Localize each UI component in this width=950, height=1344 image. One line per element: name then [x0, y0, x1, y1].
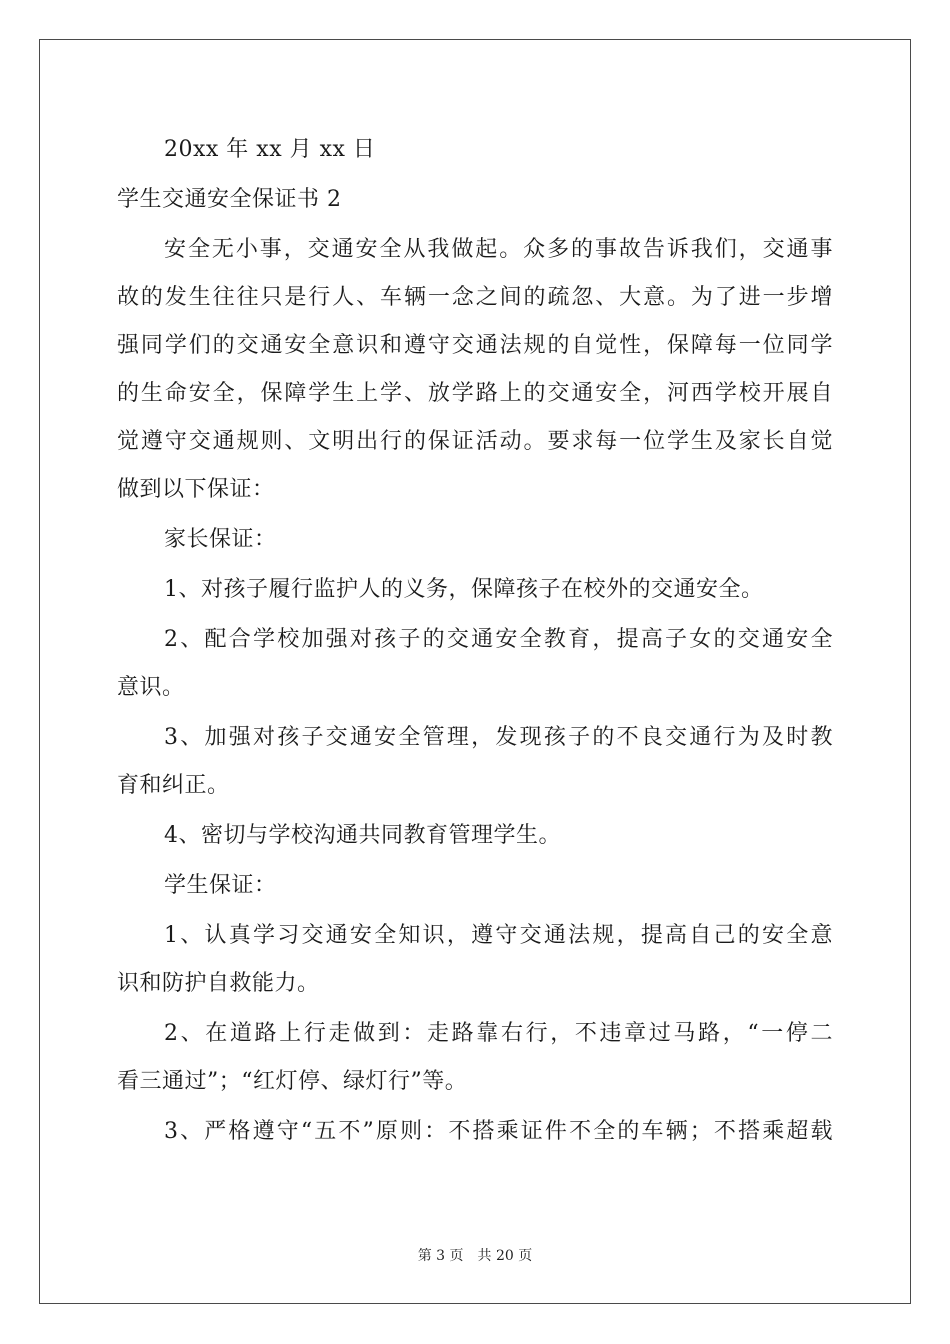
list-item-continuation: 识和防护自救能力。 — [117, 971, 320, 996]
intro-line: 觉遵守交通规则、文明出行的保证活动。要求每一位学生及家长自觉 — [117, 429, 833, 454]
intro-line: 故的发生往往只是行人、车辆一念之间的疏忽、大意。为了进一步增 — [117, 285, 833, 310]
intro-line: 安全无小事，交通安全从我做起。众多的事故告诉我们，交通事 — [164, 237, 833, 262]
document-body — [117, 126, 833, 1156]
date-line: 20xx 年 xx 月 xx 日 — [164, 137, 376, 162]
list-item: 3、加强对孩子交通安全管理，发现孩子的不良交通行为及时教 — [164, 725, 833, 750]
list-item-continuation: 意识。 — [117, 675, 185, 700]
intro-line: 的生命安全，保障学生上学、放学路上的交通安全，河西学校开展自 — [117, 381, 833, 406]
list-item: 3、严格遵守“五不”原则：不搭乘证件不全的车辆；不搭乘超载 — [164, 1119, 833, 1144]
parent-list — [117, 566, 833, 860]
list-item-continuation: 育和纠正。 — [117, 773, 230, 798]
student-heading: 学生保证： — [164, 873, 277, 898]
list-item: 1、认真学习交通安全知识，遵守交通法规，提高自己的安全意 — [164, 923, 833, 948]
intro-paragraph — [117, 226, 833, 514]
list-item: 1、对孩子履行监护人的义务，保障孩子在校外的交通安全。 — [164, 577, 764, 602]
student-list — [117, 912, 833, 1156]
list-item: 4、密切与学校沟通共同教育管理学生。 — [164, 823, 561, 848]
list-item-continuation: 看三通过”；“红灯停、绿灯行”等。 — [117, 1069, 468, 1094]
intro-line: 强同学们的交通安全意识和遵守交通法规的自觉性，保障每一位同学 — [117, 333, 833, 358]
list-item: 2、在道路上行走做到：走路靠右行，不违章过马路，“一停二 — [164, 1021, 833, 1046]
parent-heading: 家长保证： — [164, 527, 277, 552]
document-title: 学生交通安全保证书 2 — [117, 187, 342, 212]
intro-line: 做到以下保证： — [117, 477, 275, 502]
list-item: 2、配合学校加强对孩子的交通安全教育，提高子女的交通安全 — [164, 627, 833, 652]
page-number: 第 3 页 共 20 页 — [417, 1248, 533, 1264]
